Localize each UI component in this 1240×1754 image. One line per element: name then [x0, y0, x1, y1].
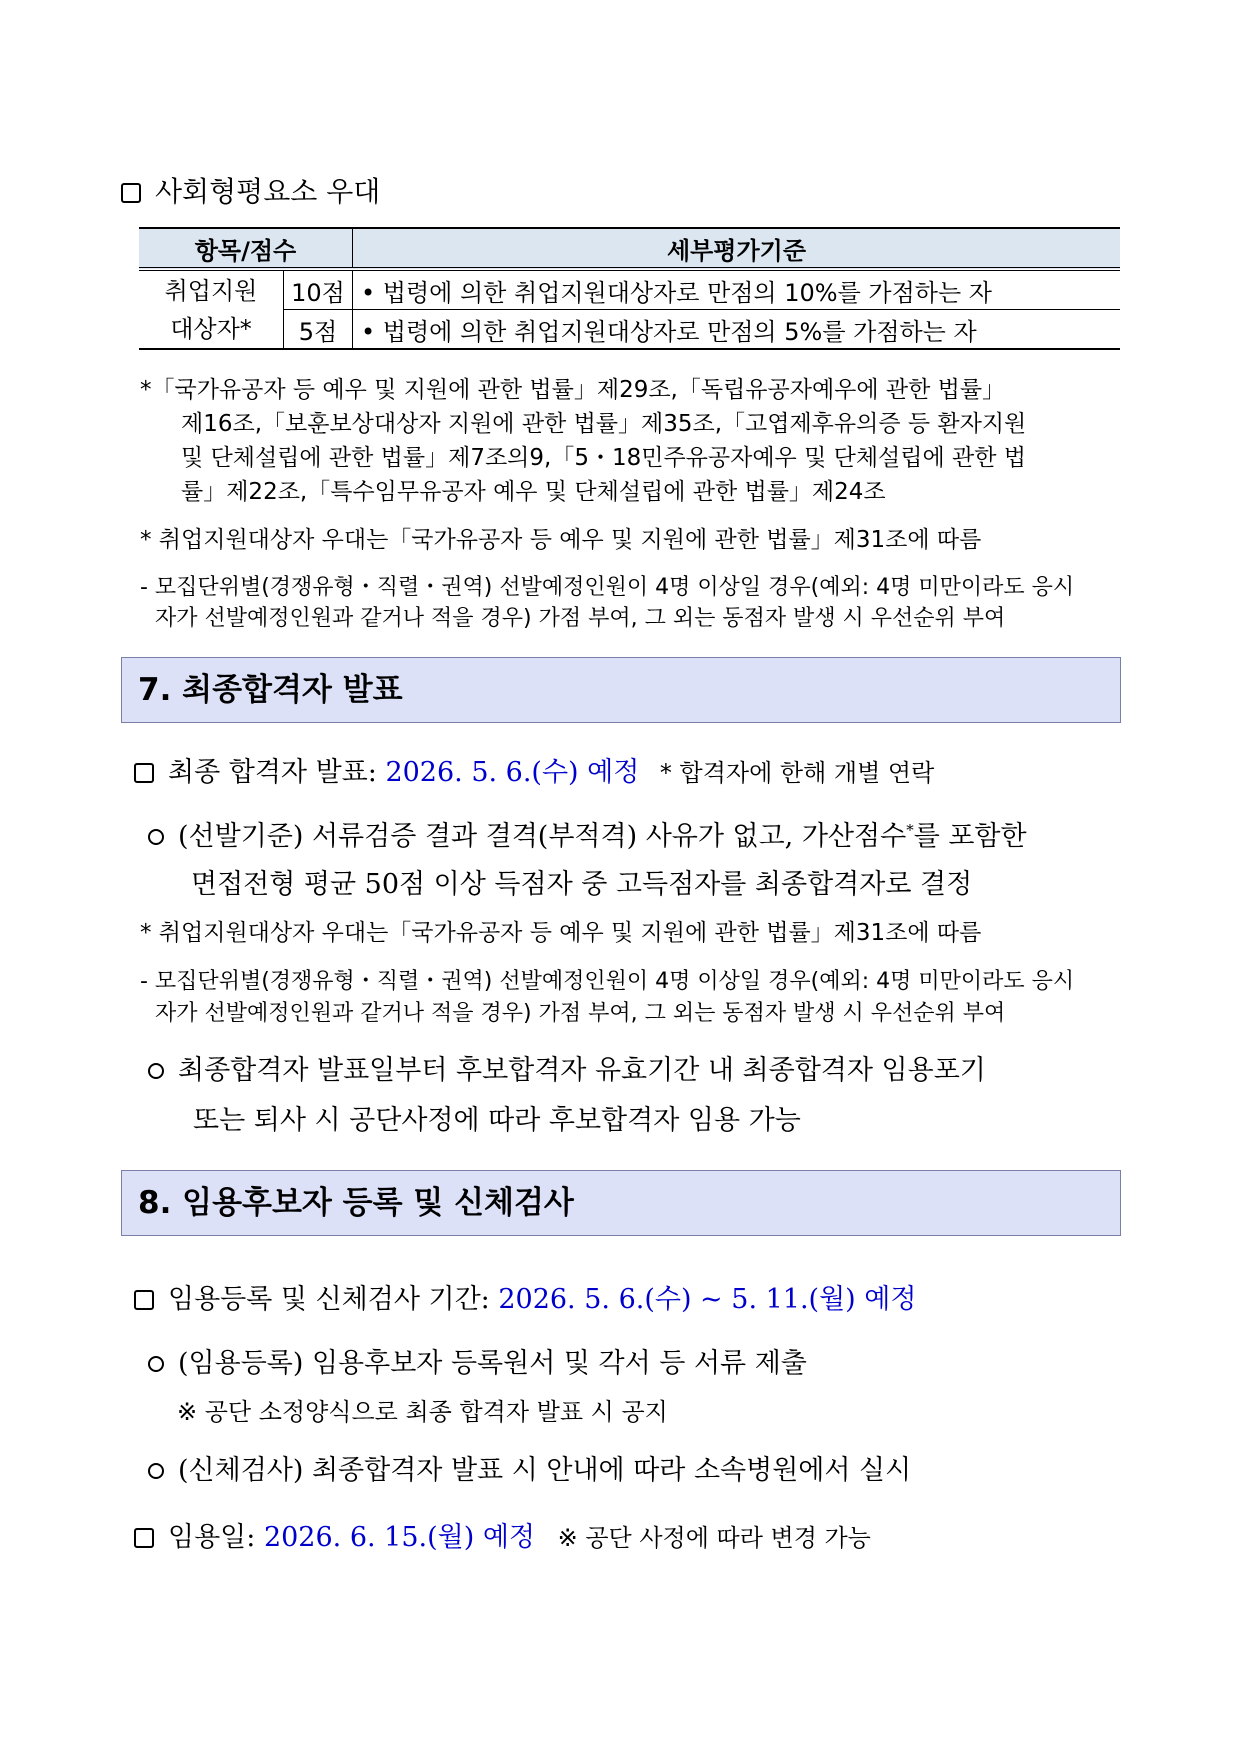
final-announce-line: 최종 합격자 발표: 2026. 5. 6.(수) 예정 * 합격자에 한해 개별 연락 — [134, 750, 934, 789]
checkbox-square-icon — [134, 763, 154, 783]
table-criteria-cell: • 법령에 의한 취업지원대상자로 만점의 10%를 가점하는 자 — [353, 269, 1121, 310]
registration-note: ※ 공단 소정양식으로 최종 합격자 발표 시 공지 — [177, 1398, 668, 1426]
circle-bullet-icon — [148, 1463, 164, 1479]
table-criteria-cell: • 법령에 의한 취업지원대상자로 만점의 5%를 가점하는 자 — [353, 310, 1121, 350]
checkbox-square-icon — [134, 1290, 154, 1310]
reserve-candidate-l1: 최종합격자 발표일부터 후보합격자 유효기간 내 최종합격자 임용포기 — [148, 1048, 986, 1087]
table-item-cell: 취업지원 대상자* — [139, 269, 284, 349]
dash-note-2-l1: - 모집단위별(경쟁유형・직렬・권역) 선발예정인원이 4명 이상일 경우(예외: 4명 미만이라도 응시 — [140, 969, 1075, 994]
footnote-preference: * 취업지원대상자 우대는「국가유공자 등 예우 및 지원에 관한 법률」제31조에 따름 — [140, 527, 982, 553]
checkbox-square-icon — [121, 183, 141, 203]
selection-criteria-l1: (선발기준) 서류검증 결과 결격(부적격) 사유가 없고, 가산점수*를 포함한 — [148, 814, 1027, 853]
circle-bullet-icon — [148, 829, 164, 845]
registration-period-line: 임용등록 및 신체검사 기간: 2026. 5. 6.(수) ~ 5. 11.(월) 예정 — [134, 1277, 916, 1316]
footnote-laws-l2: 제16조,「보훈보상대상자 지원에 관한 법률」제35조,「고엽제후유의증 등 환자지원 — [181, 411, 1027, 437]
circle-bullet-icon — [148, 1356, 164, 1372]
registration-item: (임용등록) 임용후보자 등록원서 및 각서 등 서류 제출 — [148, 1341, 807, 1380]
social-equity-heading: 사회형평요소 우대 — [121, 170, 380, 210]
dash-note-l2: 자가 선발예정인원과 같거나 적을 경우) 가점 부여, 그 외는 동점자 발생 시 우선순위 부여 — [155, 606, 1006, 631]
reserve-candidate-l2: 또는 퇴사 시 공단사정에 따라 후보합격자 임용 가능 — [193, 1105, 801, 1136]
footnote-laws-l4: 률」제22조,「특수임무유공자 예우 및 단체설립에 관한 법률」제24조 — [181, 479, 886, 505]
footnote-preference-2: * 취업지원대상자 우대는「국가유공자 등 예우 및 지원에 관한 법률」제31조에 따름 — [140, 920, 982, 946]
dash-note-2-l2: 자가 선발예정인원과 같거나 적을 경우) 가점 부여, 그 외는 동점자 발생 시 우선순위 부여 — [155, 1001, 1006, 1026]
selection-criteria-l2: 면접전형 평균 50점 이상 득점자 중 고득점자를 최종합격자로 결정 — [191, 869, 973, 900]
footnote-laws-l1: *「국가유공자 등 예우 및 지원에 관한 법률」제29조,「독립유공자예우에 관한 법률」 — [140, 377, 1006, 403]
score-table — [139, 227, 1120, 350]
circle-bullet-icon — [148, 1063, 164, 1079]
footnote-laws-l3: 및 단체설립에 관한 법률」제7조의9,「5・18민주유공자예우 및 단체설립에 관한 법 — [181, 445, 1026, 471]
table-header-criteria: 세부평가기준 — [353, 228, 1121, 269]
table-score-cell: 10점 — [284, 269, 353, 310]
table-header-item: 항목/점수 — [139, 228, 353, 269]
medical-exam-item: (신체검사) 최종합격자 발표 시 안내에 따라 소속병원에서 실시 — [148, 1448, 911, 1487]
checkbox-square-icon — [134, 1528, 154, 1548]
section-7-heading: 7. 최종합격자 발표 — [121, 657, 1121, 723]
appointment-date-line: 임용일: 2026. 6. 15.(월) 예정 ※ 공단 사정에 따라 변경 가능 — [134, 1515, 871, 1554]
dash-note-l1: - 모집단위별(경쟁유형・직렬・권역) 선발예정인원이 4명 이상일 경우(예외: 4명 미만이라도 응시 — [140, 575, 1075, 600]
table-score-cell: 5점 — [284, 310, 353, 350]
section-8-heading: 8. 임용후보자 등록 및 신체검사 — [121, 1170, 1121, 1236]
